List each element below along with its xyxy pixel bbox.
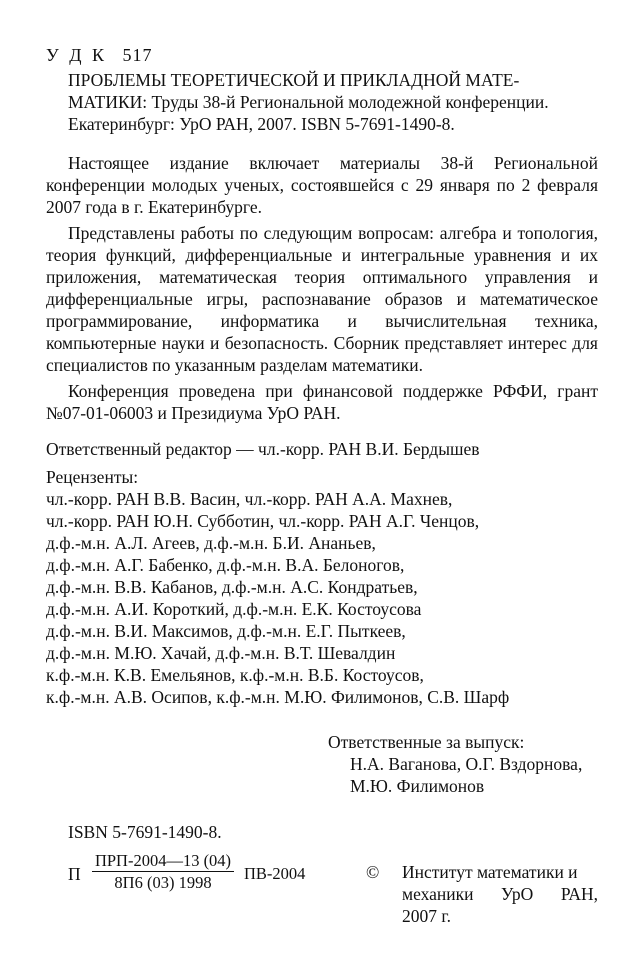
fraction-denominator: 8П6 (03) 1998 — [114, 873, 212, 892]
imprint-page — [46, 44, 598, 926]
reviewer-line: чл.-корр. РАН В.В. Васин, чл.-корр. РАН А.А. Махнев, — [46, 489, 453, 509]
publication-fraction — [88, 851, 238, 892]
copyright-icon: © — [366, 862, 380, 882]
reviewers-title: Рецензенты: — [46, 467, 139, 487]
isbn: ISBN 5-7691-1490-8. — [68, 822, 222, 842]
abstract-paragraph: Настоящее издание включает материалы 38-й Региональной конференции молодых ученых, состоявшейся с 29 января по 2 февраля 2007 года в г. Екатеринбурге. — [46, 153, 598, 217]
release-responsible — [328, 731, 598, 797]
fraction-numerator: ПРП-2004—13 (04) — [94, 851, 232, 870]
release-names: М.Ю. Филимонов — [350, 776, 485, 796]
release-title: Ответственные за выпуск: — [328, 732, 525, 752]
reviewer-line: к.ф.-м.н. А.В. Осипов, к.ф.-м.н. М.Ю. Филимонов, С.В. Шарф — [46, 687, 510, 707]
copyright-line: 2007 г. — [402, 906, 451, 926]
release-names: Н.А. Ваганова, О.Г. Вздорнова, — [350, 754, 583, 774]
reviewer-line: д.ф.-м.н. М.Ю. Хачай, д.ф.-м.н. В.Т. Шевалдин — [46, 643, 396, 663]
biblio-line: ПРОБЛЕМЫ ТЕОРЕТИЧЕСКОЙ И ПРИКЛАДНОЙ МАТЕ- — [68, 70, 520, 90]
reviewer-line: д.ф.-м.н. А.Г. Бабенко, д.ф.-м.н. В.А. Белоногов, — [46, 555, 405, 575]
reviewer-line: д.ф.-м.н. А.И. Короткий, д.ф.-м.н. Е.К. Костоусова — [46, 599, 422, 619]
funding-paragraph: Конференция проведена при финансовой поддержке РФФИ, грант №07-01-06003 и Президиума УрО РАН. — [46, 381, 598, 423]
reviewer-line: д.ф.-м.н. В.В. Кабанов, д.ф.-м.н. А.С. Кондратьев, — [46, 577, 418, 597]
reviewer-line: д.ф.-м.н. А.Л. Агеев, д.ф.-м.н. Б.И. Ананьев, — [46, 533, 376, 553]
copyright-holder — [402, 861, 598, 927]
publication-letter: П — [68, 864, 81, 884]
udk-line — [46, 44, 598, 66]
biblio-line: МАТИКИ: Труды 38-й Региональной молодежной конференции. — [68, 92, 549, 112]
udk-label: У Д К — [46, 45, 108, 65]
responsible-editor: Ответственный редактор — чл.-корр. РАН В.И. Бердышев — [46, 439, 480, 459]
reviewer-line: д.ф.-м.н. В.И. Максимов, д.ф.-м.н. Е.Г. Пыткеев, — [46, 621, 406, 641]
reviewer-line: к.ф.-м.н. К.В. Емельянов, к.ф.-м.н. В.Б. Костоусов, — [46, 665, 424, 685]
udk-number: 517 — [122, 45, 153, 65]
publication-suffix: ПВ-2004 — [244, 864, 306, 883]
reviewers-list — [46, 488, 598, 708]
bibliographic-description — [68, 69, 598, 135]
abstract-paragraph: Представлены работы по следующим вопросам: алгебра и топология, теория функций, дифференциальные и интегральные уравнения и их приложения, математическая теория оптимального управления и дифференциальные игры, распознавание образов и математическое программирование, информатика и вычислительная техника, компьютерные науки и безопасность. Сборник представляет интерес для специалистов по указанным разделам математики. — [46, 223, 598, 375]
copyright-line: механики УрО РАН, — [402, 884, 598, 904]
publication-row — [46, 849, 598, 926]
reviewer-line: чл.-корр. РАН Ю.Н. Субботин, чл.-корр. РАН А.Г. Ченцов, — [46, 511, 480, 531]
biblio-line: Екатеринбург: УрО РАН, 2007. ISBN 5-7691-1490-8. — [68, 114, 455, 134]
copyright-line: Институт математики и — [402, 862, 578, 882]
